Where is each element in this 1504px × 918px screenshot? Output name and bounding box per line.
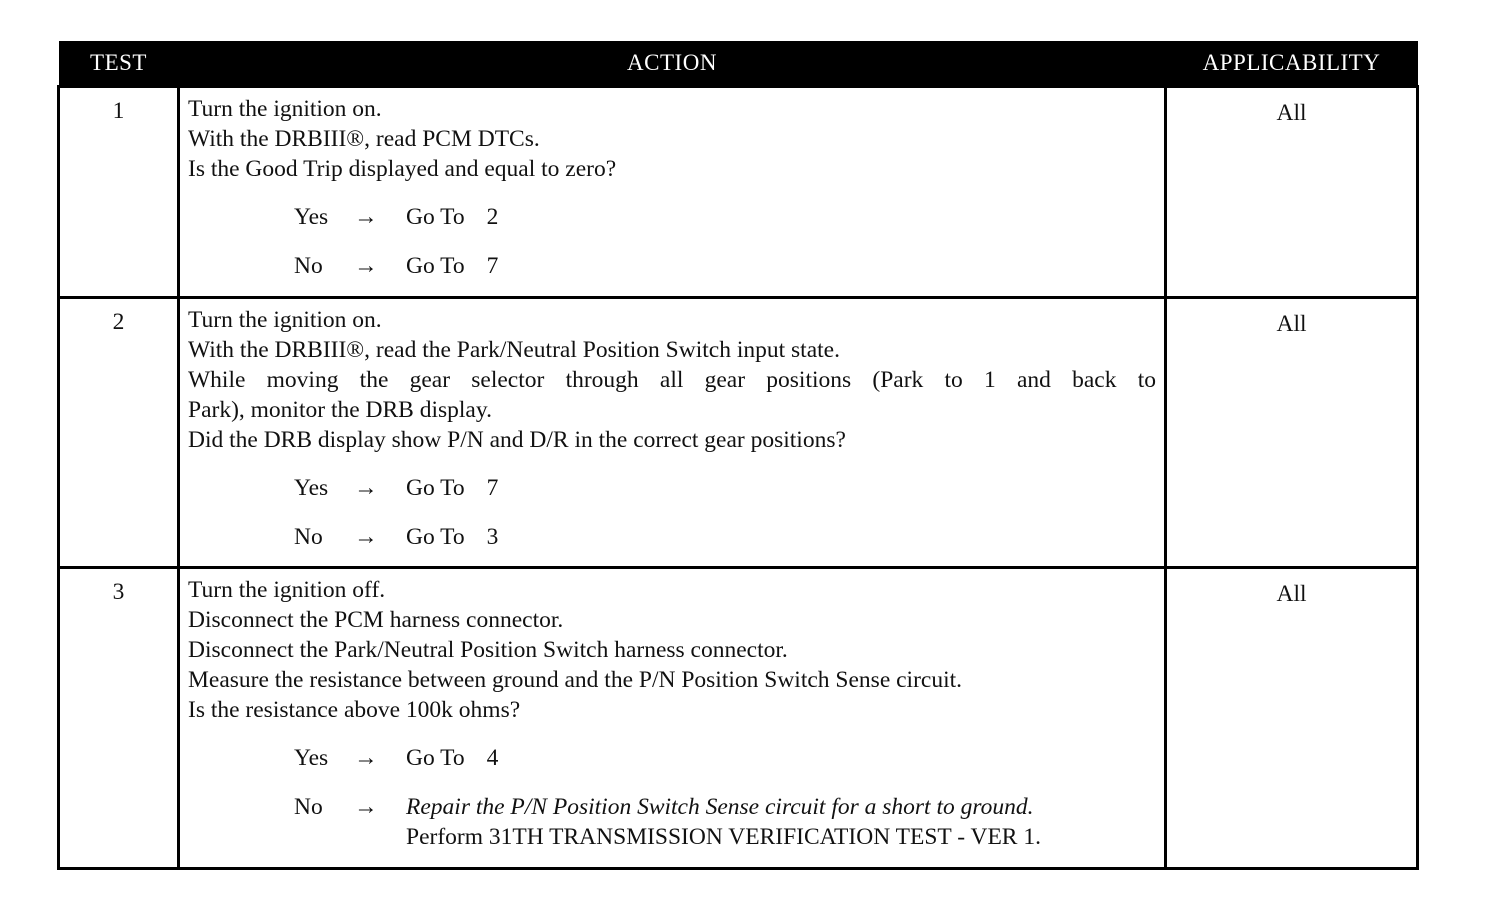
test-row-2 bbox=[59, 298, 1418, 568]
action-line: While moving the gear selector through all gear positions (Park to 1 and back to bbox=[188, 367, 1156, 393]
action-line: Disconnect the Park/Neutral Position Switch harness connector. bbox=[188, 637, 788, 663]
goto-target bbox=[406, 743, 1156, 773]
applicability-value: All bbox=[1166, 568, 1418, 869]
action-line: Is the resistance above 100k ohms? bbox=[188, 697, 521, 723]
action-line: With the DRBIII®, read the Park/Neutral Position Switch input state. bbox=[188, 337, 840, 363]
no-choice bbox=[294, 522, 1156, 552]
arrow-right-icon: → bbox=[354, 475, 378, 501]
repair-instruction: Repair the P/N Position Switch Sense circuit for a short to ground. bbox=[406, 794, 1034, 820]
goto-label: Go To bbox=[406, 204, 465, 230]
test-row-3 bbox=[59, 568, 1418, 869]
repair-instructions bbox=[406, 792, 1156, 852]
goto-target bbox=[406, 202, 1156, 232]
yes-choice bbox=[294, 473, 1156, 503]
goto-number: 4 bbox=[486, 745, 499, 771]
test-number: 1 bbox=[59, 87, 179, 298]
goto-number: 7 bbox=[486, 253, 499, 279]
yes-label: Yes bbox=[294, 745, 329, 771]
no-label: No bbox=[294, 524, 323, 550]
goto-number: 7 bbox=[486, 475, 499, 501]
action-line: Turn the ignition on. bbox=[188, 96, 382, 122]
goto-target bbox=[406, 473, 1156, 503]
yes-choice bbox=[294, 743, 1156, 773]
choice-list bbox=[188, 743, 1156, 852]
arrow-right-icon: → bbox=[354, 253, 378, 279]
action-line: Measure the resistance between ground and the P/N Position Switch Sense circuit. bbox=[188, 667, 963, 693]
test-number: 3 bbox=[59, 568, 179, 869]
goto-label: Go To bbox=[406, 253, 465, 279]
applicability-value: All bbox=[1166, 298, 1418, 568]
perform-instruction: Perform 31TH TRANSMISSION VERIFICATION TEST - VER 1. bbox=[406, 824, 1041, 850]
yes-label: Yes bbox=[294, 475, 329, 501]
header-action: ACTION bbox=[179, 41, 1166, 87]
goto-label: Go To bbox=[406, 524, 465, 550]
arrow-right-icon: → bbox=[354, 745, 378, 771]
arrow-right-icon: → bbox=[354, 204, 378, 230]
test-row-1 bbox=[59, 87, 1418, 298]
applicability-value: All bbox=[1166, 87, 1418, 298]
no-choice bbox=[294, 251, 1156, 281]
action-cell bbox=[179, 568, 1166, 869]
header-row bbox=[59, 41, 1418, 87]
action-line: Disconnect the PCM harness connector. bbox=[188, 607, 564, 633]
goto-number: 2 bbox=[486, 204, 499, 230]
goto-label: Go To bbox=[406, 475, 465, 501]
action-line: Is the Good Trip displayed and equal to zero? bbox=[188, 156, 617, 182]
header-test: TEST bbox=[59, 41, 179, 87]
no-label: No bbox=[294, 794, 323, 820]
test-number: 2 bbox=[59, 298, 179, 568]
goto-target bbox=[406, 251, 1156, 281]
action-line: Turn the ignition off. bbox=[188, 577, 386, 603]
choice-list bbox=[188, 473, 1156, 552]
diagnostic-test-table bbox=[57, 41, 1419, 870]
action-line: Park), monitor the DRB display. bbox=[188, 397, 492, 423]
action-line: Did the DRB display show P/N and D/R in the correct gear positions? bbox=[188, 427, 846, 453]
yes-choice bbox=[294, 202, 1156, 232]
goto-label: Go To bbox=[406, 745, 465, 771]
no-choice bbox=[294, 792, 1156, 852]
action-cell bbox=[179, 298, 1166, 568]
action-line: Turn the ignition on. bbox=[188, 307, 382, 333]
no-label: No bbox=[294, 253, 323, 279]
action-cell bbox=[179, 87, 1166, 298]
arrow-right-icon: → bbox=[354, 794, 378, 820]
action-line: With the DRBIII®, read PCM DTCs. bbox=[188, 126, 540, 152]
yes-label: Yes bbox=[294, 204, 329, 230]
header-applicability: APPLICABILITY bbox=[1166, 41, 1418, 87]
goto-number: 3 bbox=[486, 524, 499, 550]
goto-target bbox=[406, 522, 1156, 552]
choice-list bbox=[188, 202, 1156, 281]
arrow-right-icon: → bbox=[354, 524, 378, 550]
